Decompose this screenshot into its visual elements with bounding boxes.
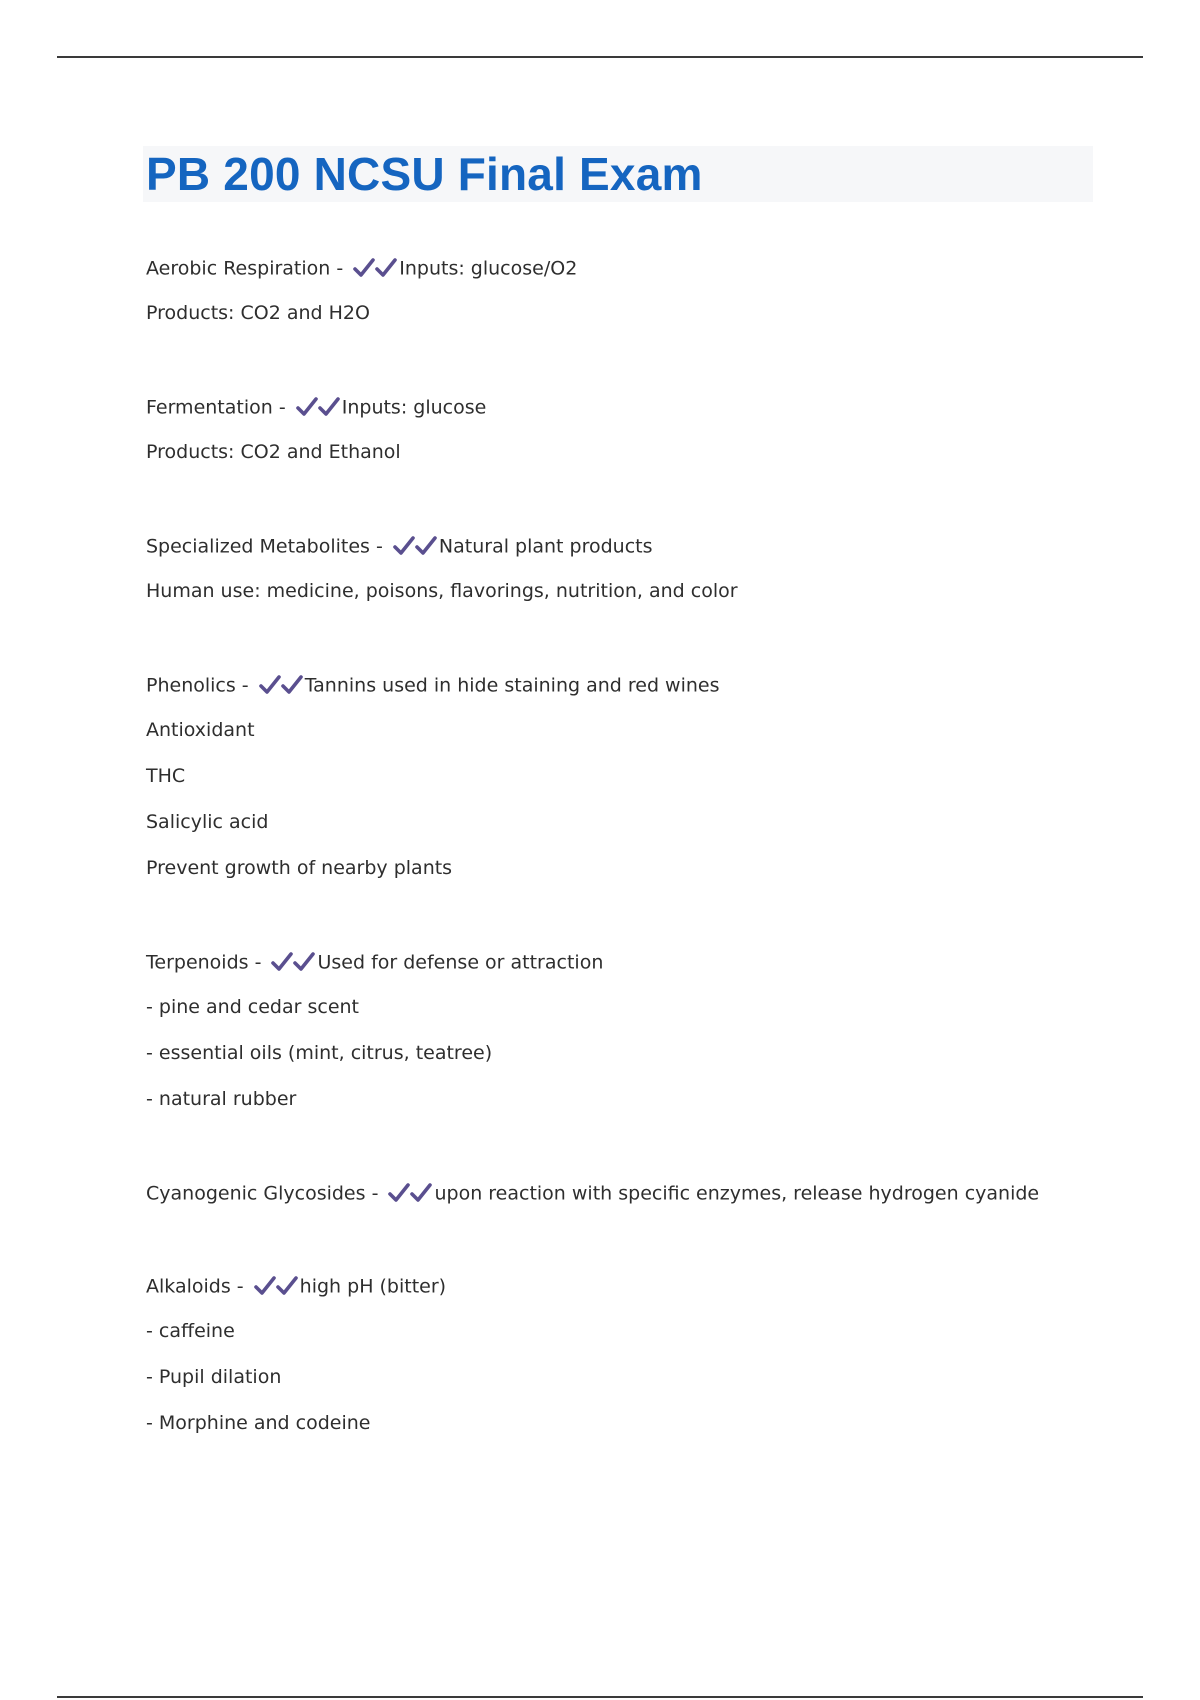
term-line [146,522,1146,568]
term-label: Specialized Metabolites [146,535,370,558]
definition-detail-line: THC [146,765,186,787]
term-line [146,244,1146,290]
double-check-icon [393,522,437,568]
definition-text: Tannins used in hide staining and red wines [304,674,720,697]
flashcard-entry [146,383,1146,475]
term-label: Aerobic Respiration [146,257,331,280]
double-check-icon [353,244,397,290]
term-line [146,1262,1146,1308]
flashcard-entry [146,522,1146,614]
definition-text: upon reaction with specific enzymes, release hydrogen cyanide [434,1182,1040,1205]
term-separator: - [248,951,268,974]
definition-detail-line: - Pupil dilation [146,1366,282,1388]
definition-detail-line: - caffeine [146,1320,235,1342]
flashcard-entry [146,661,1146,891]
flashcard-entry [146,1169,1146,1215]
term-label: Alkaloids [146,1275,231,1298]
term-separator: - [330,257,350,280]
definition-detail-line: Human use: medicine, poisons, flavorings, nutrition, and color [146,580,738,602]
double-check-icon [296,383,340,429]
definition-text: Natural plant products [438,535,653,558]
term-line [146,938,1146,984]
definition-detail-line: Products: CO2 and Ethanol [146,441,401,463]
term-line [146,661,1146,707]
double-check-icon [254,1262,298,1308]
definition-detail-line: - Morphine and codeine [146,1412,371,1434]
definition-detail-line: - essential oils (mint, citrus, teatree) [146,1042,493,1064]
term-separator: - [272,396,292,419]
term-separator: - [369,535,389,558]
term-label: Phenolics [146,674,236,697]
definition-text: Inputs: glucose/O2 [399,257,578,280]
term-line [146,383,1146,429]
double-check-icon [259,661,303,707]
page-title: PB 200 NCSU Final Exam [146,148,703,200]
definition-detail-line: - pine and cedar scent [146,996,360,1018]
definition-text: Used for defense or attraction [317,951,604,974]
definition-detail-line: Salicylic acid [146,811,269,833]
double-check-icon [388,1169,432,1215]
definition-text: Inputs: glucose [341,396,487,419]
definition-text: high pH (bitter) [299,1275,447,1298]
term-line [146,1169,1146,1215]
bottom-divider [57,1696,1143,1698]
definition-detail-line: Products: CO2 and H2O [146,302,370,324]
term-separator: - [230,1275,250,1298]
double-check-icon [271,938,315,984]
flashcard-entry [146,938,1146,1122]
term-separator: - [235,674,255,697]
top-divider [57,56,1143,58]
definition-detail-line: Antioxidant [146,719,255,741]
term-label: Fermentation [146,396,273,419]
definition-detail-line: Prevent growth of nearby plants [146,857,453,879]
flashcard-entry [146,1262,1146,1446]
term-label: Terpenoids [146,951,249,974]
flashcard-list [146,244,1146,1493]
term-separator: - [365,1182,385,1205]
term-label: Cyanogenic Glycosides [146,1182,366,1205]
flashcard-entry [146,244,1146,336]
definition-detail-line: - natural rubber [146,1088,297,1110]
